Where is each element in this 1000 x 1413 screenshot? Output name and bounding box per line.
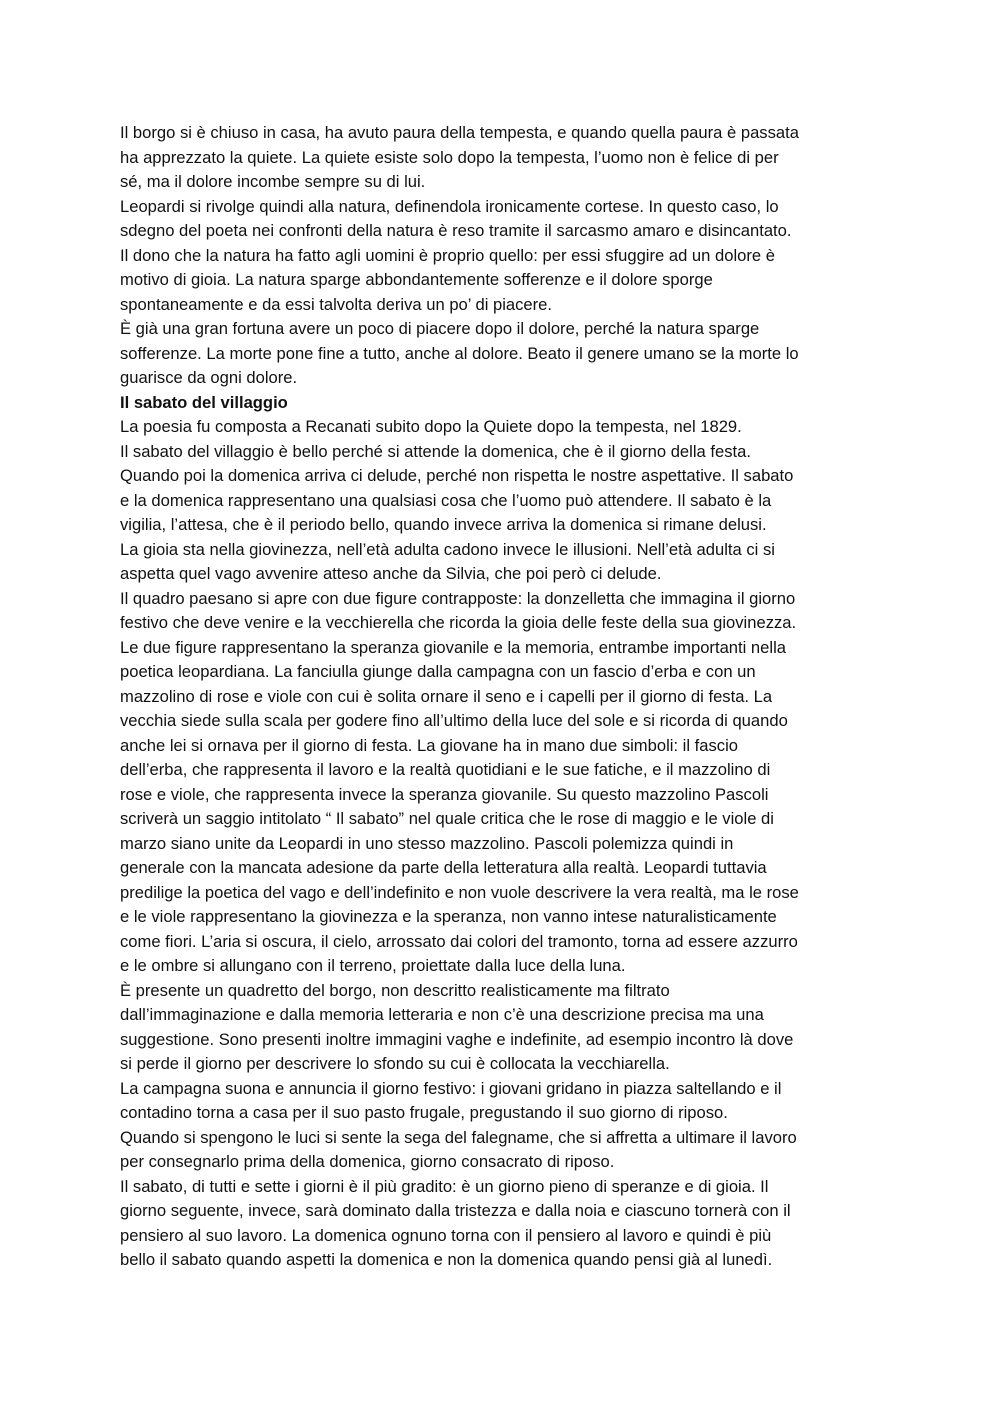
text-line: si perde il giorno per descrivere lo sfondo su cui è collocata la vecchiarella.: [120, 1054, 670, 1073]
text-line: e le ombre si allungano con il terreno, proiettate dalla luce della luna.: [120, 956, 626, 975]
text-line: poetica leopardiana. La fanciulla giunge dalla campagna con un fascio d’erba e con un: [120, 662, 756, 681]
text-line: Il sabato, di tutti e sette i giorni è il più gradito: è un giorno pieno di speranze e di gioia. Il: [120, 1176, 769, 1196]
text-line: Il dono che la natura ha fatto agli uomini è proprio quello: per essi sfuggire ad un dolore è: [120, 245, 775, 265]
text-line: scriverà un saggio intitolato “ Il sabato” nel quale critica che le rose di maggio e le viole di: [120, 809, 774, 828]
text-line: Leopardi si rivolge quindi alla natura, definendola ironicamente cortese. In questo caso, lo: [120, 196, 779, 216]
text-line: È già una gran fortuna avere un poco di piacere dopo il dolore, perché la natura sparge: [120, 319, 760, 338]
text-line: Quando si spengono le luci si sente la sega del falegname, che si affretta a ultimare il lavoro: [120, 1127, 797, 1147]
text-line: predilige la poetica del vago e dell’indefinito e non vuole descrivere la vera realtà, ma le rose: [120, 882, 799, 902]
text-line: contadino torna a casa per il suo pasto frugale, pregustando il suo giorno di riposo.: [120, 1103, 728, 1122]
text-line: Quando poi la domenica arriva ci delude, perché non rispetta le nostre aspettative. Il sabato: [120, 466, 794, 485]
text-line: La poesia fu composta a Recanati subito dopo la Quiete dopo la tempesta, nel 1829.: [120, 417, 742, 436]
text-line: ha apprezzato la quiete. La quiete esiste solo dopo la tempesta, l’uomo non è felice di per: [120, 147, 779, 167]
text-line: festivo che deve venire e la vecchierella che ricorda la gioia delle feste della sua giovinezza.: [120, 613, 797, 632]
text-line: È presente un quadretto del borgo, non descritto realisticamente ma filtrato: [120, 980, 670, 1000]
text-line: generale con la mancata adesione da parte della letteratura alla realtà. Leopardi tuttavia: [120, 858, 767, 877]
text-line: pensiero al suo lavoro. La domenica ognuno torna con il pensiero al lavoro e quindi è più: [120, 1225, 772, 1245]
text-line: bello il sabato quando aspetti la domenica e non la domenica quando pensi già al lunedì.: [120, 1250, 773, 1269]
text-line: rose e viole, che rappresenta invece la speranza giovanile. Su questo mazzolino Pascoli: [120, 784, 769, 804]
text-line: spontaneamente e da essi talvolta deriva un po’ di piacere.: [120, 294, 553, 314]
text-line: e la domenica rappresentano una qualsiasi cosa che l’uomo può attendere. Il sabato è la: [120, 490, 772, 510]
text-line: vigilia, l’attesa, che è il periodo bello, quando invece arriva la domenica si rimane delusi.: [120, 515, 767, 534]
section-heading: Il sabato del villaggio: [120, 392, 288, 412]
text-line: sofferenze. La morte pone fine a tutto, anche al dolore. Beato il genere umano se la morte lo: [120, 343, 799, 363]
text-line: giorno seguente, invece, sarà dominato dalla tristezza e dalla noia e ciascuno tornerà con il: [120, 1201, 791, 1220]
text-line: Il borgo si è chiuso in casa, ha avuto paura della tempesta, e quando quella paura è passata: [120, 123, 799, 142]
text-line: La campagna suona e annuncia il giorno festivo: i giovani gridano in piazza saltellando e il: [120, 1078, 782, 1098]
text-line: sdegno del poeta nei confronti della natura è reso tramite il sarcasmo amaro e disincantato.: [120, 221, 792, 240]
text-line: per consegnarlo prima della domenica, giorno consacrato di riposo.: [120, 1152, 615, 1171]
text-line: come fiori. L’aria si oscura, il cielo, arrossato dai colori del tramonto, torna ad essere azzurro: [120, 931, 798, 951]
text-line: vecchia siede sulla scala per godere fino all’ultimo della luce del sole e si ricorda di quando: [120, 711, 788, 730]
document-body: [120, 121, 890, 1273]
text-line: suggestione. Sono presenti inoltre immagini vaghe e indefinite, ad esempio incontro là dove: [120, 1029, 794, 1049]
text-line: Le due figure rappresentano la speranza giovanile e la memoria, entrambe importanti nella: [120, 637, 786, 657]
text-line: La gioia sta nella giovinezza, nell’età adulta cadono invece le illusioni. Nell’età adulta ci si: [120, 539, 775, 559]
text-line: Il sabato del villaggio è bello perché si attende la domenica, che è il giorno della festa.: [120, 441, 751, 461]
text-line: guarisce da ogni dolore.: [120, 368, 298, 387]
text-line: mazzolino di rose e viole con cui è solita ornare il seno e i capelli per il giorno di festa. La: [120, 686, 773, 706]
text-line: aspetta quel vago avvenire atteso anche da Silvia, che poi però ci delude.: [120, 564, 662, 583]
text-line: anche lei si ornava per il giorno di festa. La giovane ha in mano due simboli: il fascio: [120, 735, 739, 755]
text-line: Il quadro paesano si apre con due figure contrapposte: la donzelletta che immagina il giorno: [120, 588, 796, 608]
text-line: e le viole rappresentano la giovinezza e la speranza, non vanno intese naturalisticamente: [120, 907, 777, 926]
text-line: dell’erba, che rappresenta il lavoro e la realtà quotidiani e le sue fatiche, e il mazzolino di: [120, 760, 771, 779]
text-line: marzo siano unite da Leopardi in uno stesso mazzolino. Pascoli polemizza quindi in: [120, 833, 734, 853]
text-line: dall’immaginazione e dalla memoria letteraria e non c’è una descrizione precisa ma una: [120, 1005, 764, 1024]
document-page: [120, 121, 890, 1273]
text-line: motivo di gioia. La natura sparge abbondantemente sofferenze e il dolore sporge: [120, 270, 713, 289]
text-line: sé, ma il dolore incombe sempre su di lui.: [120, 172, 426, 191]
